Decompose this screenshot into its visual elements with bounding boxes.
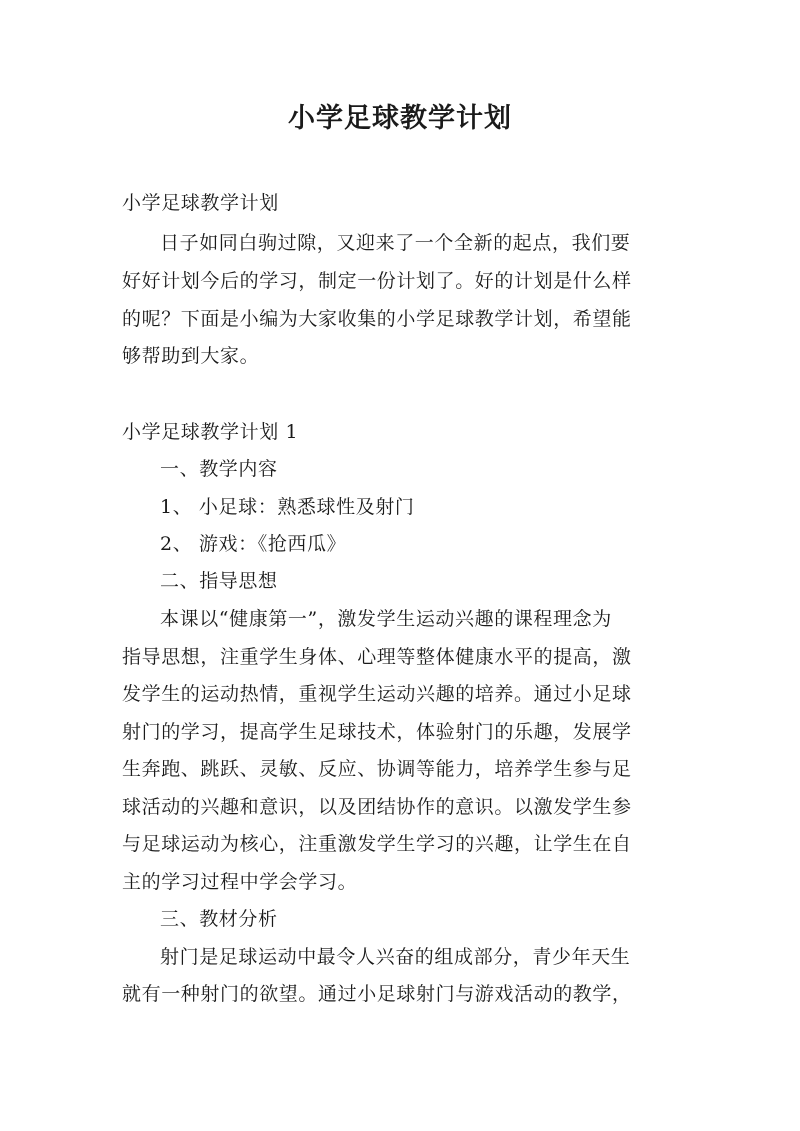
intro-line: 日子如同白驹过隙，又迎来了一个全新的起点，我们要 — [160, 232, 631, 254]
guiding-line: 发学生的运动热情，重视学生运动兴趣的培养。通过小足球 — [122, 683, 632, 705]
intro-line: 够帮助到大家。 — [122, 345, 260, 367]
guiding-line: 球活动的兴趣和意识，以及团结协作的意识。以激发学生参 — [122, 796, 632, 818]
intro-line: 的呢？下面是小编为大家收集的小学足球教学计划，希望能 — [122, 308, 632, 330]
intro-line: 好好计划今后的学习，制定一份计划了。好的计划是什么样 — [122, 270, 632, 292]
guiding-line: 与足球运动为核心，注重激发学生学习的兴趣，让学生在自 — [122, 833, 632, 855]
heading-teaching-content: 一、教学内容 — [160, 458, 278, 480]
list-item: 2、 游戏：《抢西瓜》 — [160, 533, 347, 555]
heading-guiding-thought: 二、指导思想 — [160, 570, 278, 592]
guiding-line: 射门的学习，提高学生足球技术，体验射门的乐趣，发展学 — [122, 721, 632, 743]
guiding-line: 本课以“健康第一”，激发学生运动兴趣的课程理念为 — [160, 608, 612, 630]
guiding-line: 生奔跑、跳跃、灵敏、反应、协调等能力，培养学生参与足 — [122, 758, 632, 780]
document-title: 小学足球教学计划 — [288, 103, 512, 134]
heading-material-analysis: 三、教材分析 — [160, 908, 278, 930]
document-subtitle: 小学足球教学计划 — [122, 192, 279, 214]
material-line: 就有一种射门的欲望。通过小足球射门与游戏活动的教学， — [122, 983, 632, 1005]
guiding-line: 主的学习过程中学会学习。 — [122, 871, 358, 893]
material-line: 射门是足球运动中最令人兴奋的组成部分，青少年天生 — [160, 946, 631, 968]
guiding-line: 指导思想，注重学生身体、心理等整体健康水平的提高，激 — [122, 646, 632, 668]
list-item: 1、 小足球：熟悉球性及射门 — [160, 496, 415, 518]
section-heading: 小学足球教学计划 1 — [122, 421, 299, 443]
